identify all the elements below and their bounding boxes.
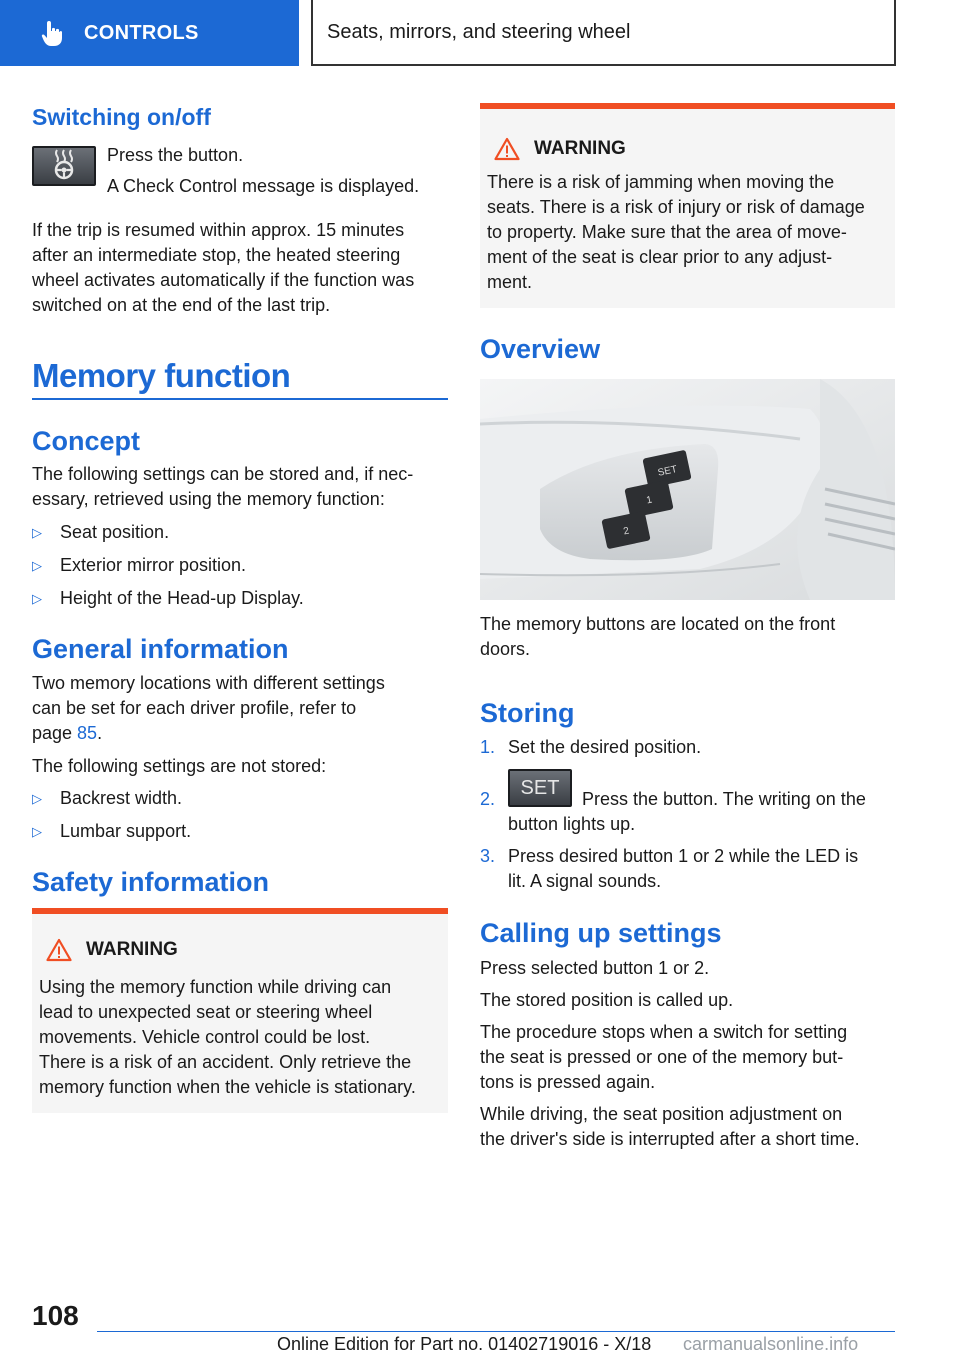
page-title: Seats, mirrors, and steering wheel [327, 20, 631, 43]
not-stored-list [32, 786, 191, 844]
photo-caption: The memory buttons are located on the front doors. [480, 614, 836, 659]
calling-p1: Press selected button 1 or 2. [480, 958, 710, 978]
heated-steering-wheel-button [32, 146, 96, 186]
storing-step-2-line1: Press the button. The writing on the [582, 789, 866, 809]
warning-triangle-icon [46, 938, 72, 962]
memory-buttons-photo [480, 379, 895, 600]
heading-rule [32, 398, 448, 400]
calling-p4: While driving, the seat position adjustment on the driver's side is interrupted after a short time. [480, 1104, 860, 1149]
general-paragraph: Two memory locations with different settings can be set for each driver profile, refer to page 85. [32, 673, 385, 743]
not-stored-text: The following settings are not stored: [32, 756, 327, 776]
general-information-heading: General information [32, 634, 289, 664]
section-tab[interactable] [0, 0, 299, 66]
warning-label: WARNING [534, 138, 626, 159]
storing-step-3: 3. Press desired button 1 or 2 while the LED is lit. A signal sounds. [480, 846, 859, 891]
warning-box-jamming [480, 103, 895, 308]
list-item: ▷ Height of the Head-up Display. [32, 588, 304, 608]
page-reference-link[interactable]: 85 [77, 723, 98, 743]
set-button-image: SET [508, 769, 572, 807]
page-number: 108 [32, 1300, 79, 1331]
svg-text:SET: SET [656, 464, 679, 479]
calling-p3: The procedure stops when a switch for setting the seat is pressed or one of the memory but‐ tons is pressed again. [480, 1022, 848, 1092]
storing-step-2-line2: button lights up. [508, 814, 636, 834]
switching-heading: Switching on/off [32, 104, 211, 130]
concept-paragraph: The following settings can be stored and, if nec‐ essary, retrieved using the memory function: [32, 464, 414, 509]
resume-paragraph: If the trip is resumed within approx. 15 minutes after an intermediate stop, the heated steering wheel activates automatically if the function was switched on at the end of the last trip. [32, 220, 415, 315]
heated-steering-wheel-icon [49, 148, 79, 185]
warning-text: There is a risk of jamming when moving the seats. There is a risk of injury or risk of damage to property. Make sure that the area of move‐ ment of the seat is clear prior to any adjust‐ ment. [487, 172, 865, 292]
storing-step-1: 1. Set the desired position. [480, 737, 702, 757]
list-item: ▷ Exterior mirror position. [32, 555, 247, 575]
hand-pointer-icon [40, 19, 64, 47]
warning-label: WARNING [86, 939, 178, 960]
section-label: CONTROLS [84, 21, 199, 44]
footer-rule [97, 1331, 895, 1332]
warning-box-memory [32, 908, 448, 1113]
concept-heading: Concept [32, 426, 140, 456]
storing-heading: Storing [480, 698, 575, 728]
safety-information-heading: Safety information [32, 867, 270, 897]
list-item: ▷ Lumbar support. [32, 821, 192, 841]
concept-list [32, 520, 304, 611]
edition-text: Online Edition for Part no. 01402719016 - X/18 [277, 1334, 652, 1354]
press-button-text: Press the button. [107, 145, 244, 165]
list-item: ▷ Seat position. [32, 522, 170, 542]
warning-text: Using the memory function while driving can lead to unexpected seat or steering wheel movements. Vehicle control could be lost. There is a risk of an accident. Only retrieve the memory function when the vehicle is stationary. [39, 977, 416, 1097]
storing-step-2: 2. [480, 789, 496, 809]
memory-function-heading: Memory function [32, 357, 291, 394]
list-item: ▷ Backrest width. [32, 788, 183, 808]
svg-text:2: 2 [622, 525, 631, 538]
overview-heading: Overview [480, 334, 601, 364]
watermark: carmanualsonline.info [683, 1334, 859, 1354]
svg-text:1: 1 [645, 494, 654, 507]
page-title-box [311, 0, 896, 66]
warning-triangle-icon [494, 137, 520, 161]
calling-up-heading: Calling up settings [480, 918, 722, 948]
calling-p2: The stored position is called up. [480, 990, 734, 1010]
check-control-text: A Check Control message is displayed. [107, 176, 420, 196]
